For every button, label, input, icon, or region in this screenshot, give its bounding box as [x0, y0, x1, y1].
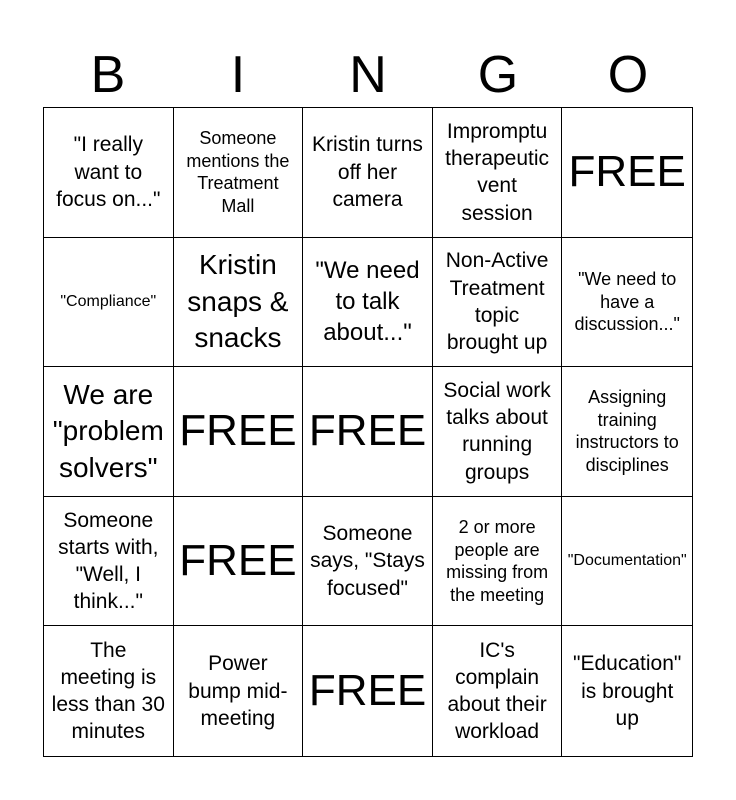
cell-text: Non-Active Treatment topic brought up — [445, 249, 549, 355]
bingo-cell-r1c4[interactable] — [433, 108, 563, 238]
cell-text: Assigning training instructors to disciplines — [575, 387, 679, 475]
cell-text: Someone says, "Stays focused" — [310, 522, 425, 600]
free-cell[interactable] — [303, 626, 433, 756]
cell-text: Kristin snaps & snacks — [187, 249, 289, 354]
bingo-header — [43, 42, 693, 108]
bingo-cell-r2c2[interactable] — [174, 238, 304, 368]
header-letter-n: N — [349, 46, 387, 104]
cell-text: FREE — [179, 406, 297, 456]
bingo-cell-r5c1[interactable] — [44, 626, 174, 756]
free-cell[interactable] — [562, 108, 692, 238]
bingo-cell-r4c3[interactable] — [303, 497, 433, 627]
cell-text: "Education" is brought up — [573, 652, 682, 730]
bingo-cell-r1c3[interactable] — [303, 108, 433, 238]
cell-text: FREE — [308, 666, 427, 715]
cell-text: IC's complain about their workload — [447, 638, 547, 744]
bingo-cell-r4c5[interactable] — [562, 497, 692, 627]
bingo-cell-r2c1[interactable] — [44, 238, 174, 368]
bingo-cell-r4c4[interactable] — [433, 497, 563, 627]
bingo-cell-r2c3[interactable] — [303, 238, 433, 368]
cell-text: "Documentation" — [567, 552, 687, 570]
bingo-cell-r5c2[interactable] — [174, 626, 304, 756]
free-cell[interactable] — [303, 367, 433, 497]
cell-text: "Compliance" — [60, 293, 157, 311]
cell-text: Someone starts with, "Well, I think..." — [58, 508, 159, 614]
bingo-cell-r1c1[interactable] — [44, 108, 174, 238]
cell-text: 2 or more people are missing from the meeting — [446, 517, 549, 605]
cell-text: Power bump mid-meeting — [188, 652, 288, 730]
bingo-cell-r3c4[interactable] — [433, 367, 563, 497]
bingo-cell-r5c5[interactable] — [562, 626, 692, 756]
bingo-cell-r5c4[interactable] — [433, 626, 563, 756]
header-letter-b: B — [90, 46, 126, 104]
cell-text: FREE — [179, 535, 297, 585]
cell-text: "We need to talk about..." — [315, 257, 420, 347]
header-letter-g: G — [477, 46, 519, 104]
bingo-board — [43, 107, 693, 757]
cell-text: Kristin turns off her camera — [312, 133, 423, 211]
header-letter-o: O — [607, 46, 649, 104]
free-cell[interactable] — [174, 497, 304, 627]
bingo-cell-r1c2[interactable] — [174, 108, 304, 238]
cell-text: "I really want to focus on..." — [56, 133, 161, 211]
cell-text: Someone mentions the Treatment Mall — [186, 128, 290, 216]
bingo-cell-r4c1[interactable] — [44, 497, 174, 627]
bingo-cell-r3c1[interactable] — [44, 367, 174, 497]
bingo-cell-r2c4[interactable] — [433, 238, 563, 368]
bingo-cell-r3c5[interactable] — [562, 367, 692, 497]
free-cell[interactable] — [174, 367, 304, 497]
bingo-cell-r2c5[interactable] — [562, 238, 692, 368]
cell-text: FREE — [568, 147, 686, 197]
cell-text: "We need to have a discussion..." — [574, 269, 680, 335]
cell-text: Impromptu therapeutic vent session — [445, 119, 550, 225]
cell-text: We are "problem solvers" — [52, 378, 164, 483]
header-letter-i: I — [230, 46, 246, 104]
cell-text: Social work talks about running groups — [443, 378, 551, 484]
cell-text: FREE — [308, 406, 427, 456]
cell-text: The meeting is less than 30 minutes — [51, 638, 165, 744]
